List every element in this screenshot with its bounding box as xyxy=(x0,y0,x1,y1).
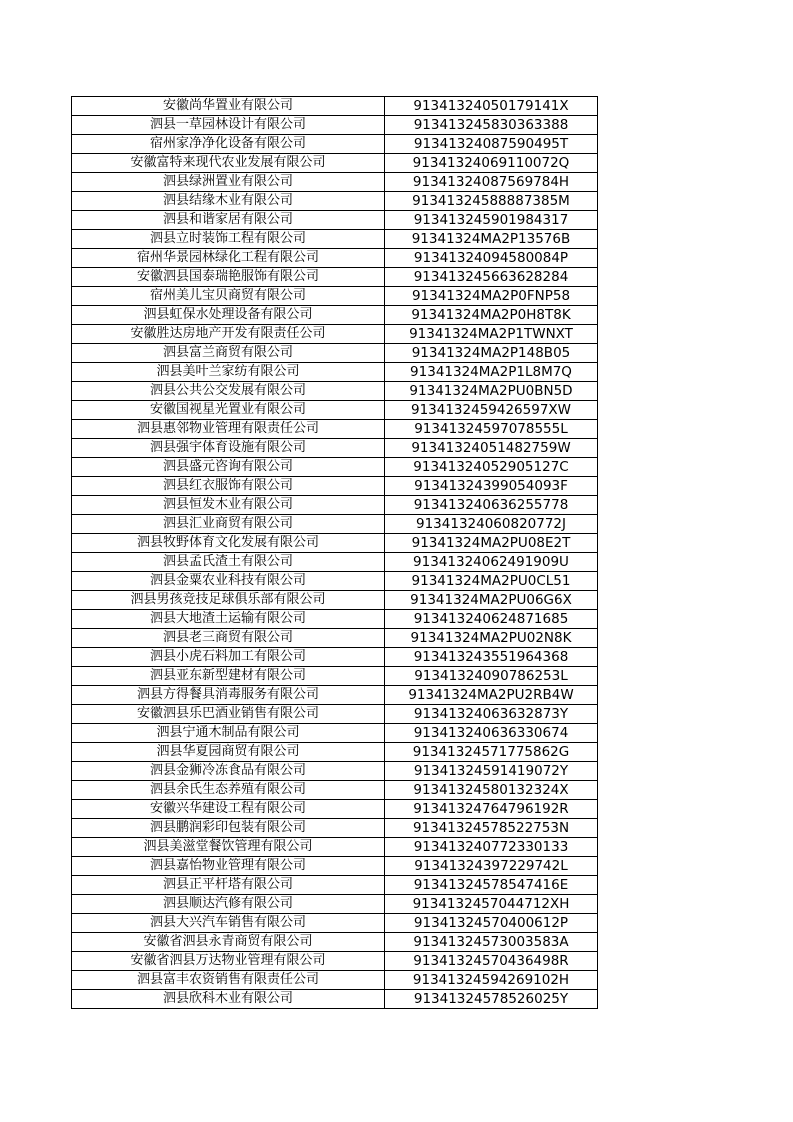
company-name-cell: 宿州家净净化设备有限公司 xyxy=(72,135,385,154)
credit-code-cell: 913413245830363388 xyxy=(385,116,598,135)
table-row xyxy=(72,306,598,325)
table-row xyxy=(72,572,598,591)
table-row xyxy=(72,876,598,895)
table-row xyxy=(72,420,598,439)
credit-code-cell: 91341324578522753N xyxy=(385,819,598,838)
company-name-cell: 泗县富丰农资销售有限责任公司 xyxy=(72,971,385,990)
credit-code-cell: 91341324MA2P148B05 xyxy=(385,344,598,363)
company-name-cell: 安徽泗县国泰瑞艳服饰有限公司 xyxy=(72,268,385,287)
credit-code-cell: 91341324MA2PU2RB4W xyxy=(385,686,598,705)
table-row xyxy=(72,819,598,838)
table-row xyxy=(72,743,598,762)
credit-code-cell: 91341324578526025Y xyxy=(385,990,598,1009)
company-name-cell: 泗县鹏润彩印包装有限公司 xyxy=(72,819,385,838)
credit-code-cell: 91341324060820772J xyxy=(385,515,598,534)
company-name-cell: 泗县男孩竞技足球俱乐部有限公司 xyxy=(72,591,385,610)
credit-code-cell: 91341324069110072Q xyxy=(385,154,598,173)
credit-code-cell: 91341324062491909U xyxy=(385,553,598,572)
company-name-cell: 泗县金粟农业科技有限公司 xyxy=(72,572,385,591)
credit-code-cell: 913413240624871685 xyxy=(385,610,598,629)
company-name-cell: 泗县结缘木业有限公司 xyxy=(72,192,385,211)
credit-code-cell: 91341324063632873Y xyxy=(385,705,598,724)
table-row xyxy=(72,173,598,192)
table-row xyxy=(72,439,598,458)
table-row xyxy=(72,268,598,287)
credit-code-cell: 91341324MA2PU06G6X xyxy=(385,591,598,610)
credit-code-cell: 913413240772330133 xyxy=(385,838,598,857)
company-name-cell: 泗县牧野体育文化发展有限公司 xyxy=(72,534,385,553)
credit-code-cell: 9134132459426597XW xyxy=(385,401,598,420)
table-row xyxy=(72,667,598,686)
company-name-cell: 泗县宁通木制品有限公司 xyxy=(72,724,385,743)
credit-code-cell: 91341324MA2P13576B xyxy=(385,230,598,249)
table-row xyxy=(72,382,598,401)
company-name-cell: 泗县强宇体育设施有限公司 xyxy=(72,439,385,458)
table-row xyxy=(72,781,598,800)
table-row xyxy=(72,857,598,876)
table-row xyxy=(72,971,598,990)
table-row xyxy=(72,249,598,268)
credit-code-cell: 91341324588887385M xyxy=(385,192,598,211)
company-name-cell: 泗县金狮冷冻食品有限公司 xyxy=(72,762,385,781)
table-row xyxy=(72,762,598,781)
table-row xyxy=(72,325,598,344)
credit-code-cell: 91341324MA2PU0BN5D xyxy=(385,382,598,401)
company-name-cell: 安徽兴华建设工程有限公司 xyxy=(72,800,385,819)
table-row xyxy=(72,401,598,420)
table-row xyxy=(72,686,598,705)
company-name-cell: 安徽省泗县万达物业管理有限公司 xyxy=(72,952,385,971)
credit-code-cell: 91341324573003583A xyxy=(385,933,598,952)
table-row xyxy=(72,914,598,933)
credit-code-cell: 91341324052905127C xyxy=(385,458,598,477)
company-name-cell: 宿州华景园林绿化工程有限公司 xyxy=(72,249,385,268)
company-name-cell: 泗县和谐家居有限公司 xyxy=(72,211,385,230)
table-row xyxy=(72,496,598,515)
table-row xyxy=(72,534,598,553)
table-body xyxy=(72,97,598,1009)
company-name-cell: 安徽国视星光置业有限公司 xyxy=(72,401,385,420)
company-name-cell: 泗县立时装饰工程有限公司 xyxy=(72,230,385,249)
credit-code-cell: 91341324094580084P xyxy=(385,249,598,268)
table-row xyxy=(72,648,598,667)
credit-code-cell: 91341324597078555L xyxy=(385,420,598,439)
table-row xyxy=(72,458,598,477)
credit-code-cell: 91341324570436498R xyxy=(385,952,598,971)
company-name-cell: 泗县一草园林设计有限公司 xyxy=(72,116,385,135)
credit-code-cell: 91341324591419072Y xyxy=(385,762,598,781)
table-row xyxy=(72,629,598,648)
credit-code-cell: 91341324594269102H xyxy=(385,971,598,990)
company-name-cell: 泗县小虎石料加工有限公司 xyxy=(72,648,385,667)
table-row xyxy=(72,363,598,382)
table-row xyxy=(72,154,598,173)
credit-code-cell: 91341324MA2P0H8T8K xyxy=(385,306,598,325)
credit-code-cell: 91341324570400612P xyxy=(385,914,598,933)
table-row xyxy=(72,553,598,572)
company-name-cell: 泗县惠邻物业管理有限责任公司 xyxy=(72,420,385,439)
company-name-cell: 泗县余氏生态养殖有限公司 xyxy=(72,781,385,800)
company-name-cell: 泗县顺达汽修有限公司 xyxy=(72,895,385,914)
table-row xyxy=(72,192,598,211)
table-row xyxy=(72,116,598,135)
credit-code-cell: 913413240636330674 xyxy=(385,724,598,743)
table-row xyxy=(72,477,598,496)
table-row xyxy=(72,724,598,743)
credit-code-cell: 91341324087590495T xyxy=(385,135,598,154)
table-row xyxy=(72,135,598,154)
company-name-cell: 泗县嘉怡物业管理有限公司 xyxy=(72,857,385,876)
credit-code-cell: 91341324764796192R xyxy=(385,800,598,819)
credit-code-cell: 91341324MA2P0FNP58 xyxy=(385,287,598,306)
company-name-cell: 安徽尚华置业有限公司 xyxy=(72,97,385,116)
table-row xyxy=(72,952,598,971)
table-row xyxy=(72,933,598,952)
credit-code-cell: 91341324397229742L xyxy=(385,857,598,876)
table-row xyxy=(72,705,598,724)
credit-code-cell: 913413245901984317 xyxy=(385,211,598,230)
company-name-cell: 安徽富特来现代农业发展有限公司 xyxy=(72,154,385,173)
credit-code-cell: 91341324090786253L xyxy=(385,667,598,686)
table-row xyxy=(72,610,598,629)
credit-code-cell: 913413243551964368 xyxy=(385,648,598,667)
company-name-cell: 泗县大兴汽车销售有限公司 xyxy=(72,914,385,933)
company-name-cell: 泗县美叶兰家纺有限公司 xyxy=(72,363,385,382)
credit-code-cell: 9134132457044712XH xyxy=(385,895,598,914)
company-name-cell: 安徽省泗县永青商贸有限公司 xyxy=(72,933,385,952)
company-name-cell: 泗县汇业商贸有限公司 xyxy=(72,515,385,534)
credit-code-cell: 913413240636255778 xyxy=(385,496,598,515)
table-row xyxy=(72,211,598,230)
credit-code-cell: 91341324571775862G xyxy=(385,743,598,762)
credit-code-cell: 91341324087569784H xyxy=(385,173,598,192)
credit-code-cell: 91341324580132324X xyxy=(385,781,598,800)
company-name-cell: 泗县欣科木业有限公司 xyxy=(72,990,385,1009)
credit-code-cell: 91341324578547416E xyxy=(385,876,598,895)
credit-code-cell: 91341324MA2PU02N8K xyxy=(385,629,598,648)
credit-code-cell: 91341324399054093F xyxy=(385,477,598,496)
company-name-cell: 泗县华夏园商贸有限公司 xyxy=(72,743,385,762)
table-row xyxy=(72,990,598,1009)
company-name-cell: 泗县绿洲置业有限公司 xyxy=(72,173,385,192)
credit-code-cell: 91341324MA2PU08E2T xyxy=(385,534,598,553)
company-name-cell: 安徽胜达房地产开发有限责任公司 xyxy=(72,325,385,344)
table-row xyxy=(72,895,598,914)
company-name-cell: 泗县富兰商贸有限公司 xyxy=(72,344,385,363)
table-row xyxy=(72,97,598,116)
company-name-cell: 泗县方得餐具消毒服务有限公司 xyxy=(72,686,385,705)
company-name-cell: 泗县孟氏渣土有限公司 xyxy=(72,553,385,572)
company-table xyxy=(71,96,598,1009)
credit-code-cell: 91341324MA2P1L8M7Q xyxy=(385,363,598,382)
company-name-cell: 宿州美儿宝贝商贸有限公司 xyxy=(72,287,385,306)
company-name-cell: 泗县亚东新型建材有限公司 xyxy=(72,667,385,686)
company-name-cell: 泗县美滋堂餐饮管理有限公司 xyxy=(72,838,385,857)
table-row xyxy=(72,591,598,610)
company-name-cell: 泗县老三商贸有限公司 xyxy=(72,629,385,648)
credit-code-cell: 91341324050179141X xyxy=(385,97,598,116)
table-row xyxy=(72,800,598,819)
company-name-cell: 泗县红衣服饰有限公司 xyxy=(72,477,385,496)
table-row xyxy=(72,344,598,363)
credit-code-cell: 91341324MA2PU0CL51 xyxy=(385,572,598,591)
table-row xyxy=(72,515,598,534)
company-name-cell: 泗县盛元咨询有限公司 xyxy=(72,458,385,477)
company-name-cell: 泗县公共公交发展有限公司 xyxy=(72,382,385,401)
company-name-cell: 泗县大地渣土运输有限公司 xyxy=(72,610,385,629)
company-name-cell: 泗县虹保水处理设备有限公司 xyxy=(72,306,385,325)
credit-code-cell: 913413245663628284 xyxy=(385,268,598,287)
company-name-cell: 泗县正平杆塔有限公司 xyxy=(72,876,385,895)
table-row xyxy=(72,838,598,857)
table-row xyxy=(72,230,598,249)
company-name-cell: 泗县恒发木业有限公司 xyxy=(72,496,385,515)
table-row xyxy=(72,287,598,306)
credit-code-cell: 91341324051482759W xyxy=(385,439,598,458)
company-name-cell: 安徽泗县乐巴酒业销售有限公司 xyxy=(72,705,385,724)
credit-code-cell: 91341324MA2P1TWNXT xyxy=(385,325,598,344)
